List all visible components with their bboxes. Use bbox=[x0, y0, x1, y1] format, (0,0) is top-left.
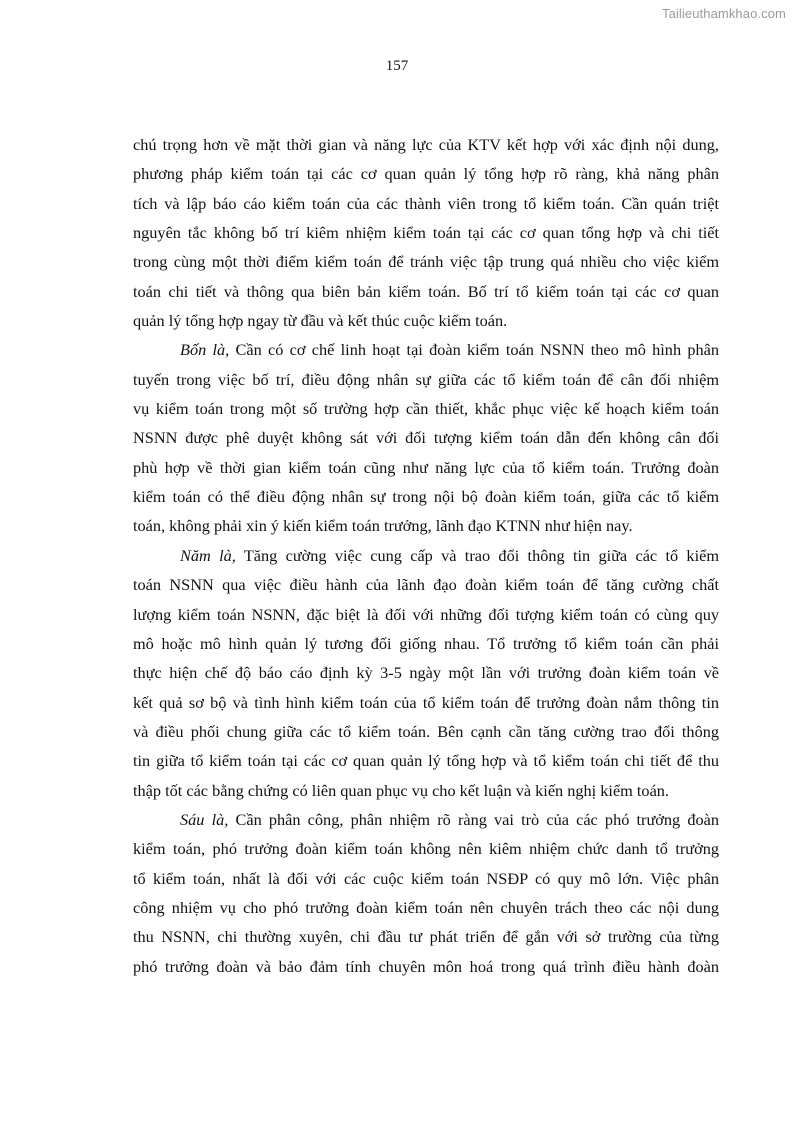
text-line: phó trưởng đoàn và bảo đảm tính chuyên môn hoá trong quá trình điều hành đoàn bbox=[133, 956, 719, 976]
paragraph-1 bbox=[133, 130, 719, 335]
text-line: tích và lập báo cáo kiểm toán của các thành viên trong tổ kiểm toán. Cần quán triệt bbox=[133, 193, 719, 213]
text-line: phương pháp kiểm toán tại các cơ quan quản lý tổng hợp rõ ràng, khả năng phân bbox=[133, 164, 719, 184]
text-fragment: Tăng cường việc cung cấp và trao đổi thông tin giữa các tổ kiểm bbox=[235, 545, 719, 565]
paragraph-lead: Năm là, bbox=[180, 545, 236, 565]
text-line: mô hoặc mô hình quản lý tương đối giống nhau. Tổ trưởng tổ kiểm toán cần phải bbox=[133, 633, 719, 653]
text-line: toán chi tiết và thông qua biên bản kiểm toán. Bố trí tổ kiểm toán tại các cơ quan bbox=[133, 281, 719, 301]
text-fragment: Cần phân công, phân nhiệm rõ ràng vai trò của các phó trưởng đoàn bbox=[228, 809, 719, 829]
text-line: thập tốt các bằng chứng có liên quan phục vụ cho kết luận và kiến nghị kiểm toán. bbox=[133, 780, 670, 800]
text-line: tuyến trong việc bố trí, điều động nhân sự giữa các tổ kiểm toán để cân đối nhiệm bbox=[133, 369, 719, 389]
text-line: thu NSNN, chi thường xuyên, chi đầu tư phát triển để gắn với sở trường của từng bbox=[133, 927, 719, 947]
page-number: 157 bbox=[385, 58, 409, 74]
paragraph-3 bbox=[133, 541, 719, 805]
paragraph-4 bbox=[133, 805, 719, 981]
text-line: toán, không phải xin ý kiến kiểm toán trưởng, lãnh đạo KTNN như hiện nay. bbox=[133, 516, 633, 536]
text-line: chú trọng hơn về mặt thời gian và năng lực của KTV kết hợp với xác định nội dung, bbox=[133, 135, 719, 154]
text-line: thực hiện chế độ báo cáo định kỳ 3-5 ngày một lần với trưởng đoàn kiểm toán về bbox=[133, 663, 719, 683]
paragraph-lead: Sáu là, bbox=[180, 809, 229, 829]
text-line: phù hợp về thời gian kiểm toán cũng như năng lực của tổ kiểm toán. Trưởng đoàn bbox=[133, 457, 719, 477]
text-line: trong cùng một thời điểm kiểm toán để tránh việc tập trung quá nhiều cho việc kiểm bbox=[133, 252, 719, 272]
paragraph-2 bbox=[133, 335, 719, 540]
document-body bbox=[133, 130, 719, 981]
text-line: lượng kiểm toán NSNN, đặc biệt là đối với những đối tượng kiểm toán có cùng quy bbox=[133, 604, 719, 624]
text-line: tổ kiểm toán, nhất là đối với các cuộc kiểm toán NSĐP có quy mô lớn. Việc phân bbox=[133, 868, 719, 888]
text-line: và điều phối chung giữa các tổ kiểm toán. Bên cạnh cần tăng cường trao đổi thông bbox=[133, 721, 719, 741]
text-line: tin giữa tổ kiểm toán tại các cơ quan quản lý tổng hợp và tổ kiểm toán chi tiết để thu bbox=[133, 751, 719, 771]
text-fragment: Cần có cơ chế linh hoạt tại đoàn kiểm toán NSNN theo mô hình phân bbox=[229, 340, 720, 360]
watermark-text: Tailieuthamkhao.com bbox=[661, 6, 786, 21]
paragraph-lead: Bốn là, bbox=[180, 340, 230, 360]
text-line: kiểm toán, phó trưởng đoàn kiểm toán không nên kiêm nhiệm chức danh tổ trưởng bbox=[133, 839, 719, 859]
text-line bbox=[133, 541, 719, 570]
text-line: quản lý tổng hợp ngay từ đầu và kết thúc cuộc kiểm toán. bbox=[133, 311, 508, 331]
text-line: kết quả sơ bộ và tình hình kiểm toán của tổ kiểm toán để trưởng đoàn nắm thông tin bbox=[133, 692, 719, 712]
text-line: NSNN được phê duyệt không sát với đối tượng kiểm toán dẫn đến không cân đối bbox=[133, 428, 719, 448]
text-line: nguyên tắc không bố trí kiêm nhiệm kiểm toán tại các cơ quan tổng hợp và chi tiết bbox=[133, 223, 719, 243]
text-line bbox=[133, 335, 719, 364]
text-line bbox=[133, 805, 719, 834]
text-line: kiểm toán có thể điều động nhân sự trong nội bộ đoàn kiểm toán, giữa các tổ kiểm bbox=[133, 487, 719, 507]
text-line: toán NSNN qua việc điều hành của lãnh đạo đoàn kiểm toán để tăng cường chất bbox=[133, 575, 719, 595]
text-line: công nhiệm vụ cho phó trưởng đoàn kiểm toán nên chuyên trách theo các nội dung bbox=[133, 897, 719, 917]
text-line: vụ kiểm toán trong một số trường hợp cần thiết, khắc phục việc kế hoạch kiểm toán bbox=[133, 399, 719, 419]
